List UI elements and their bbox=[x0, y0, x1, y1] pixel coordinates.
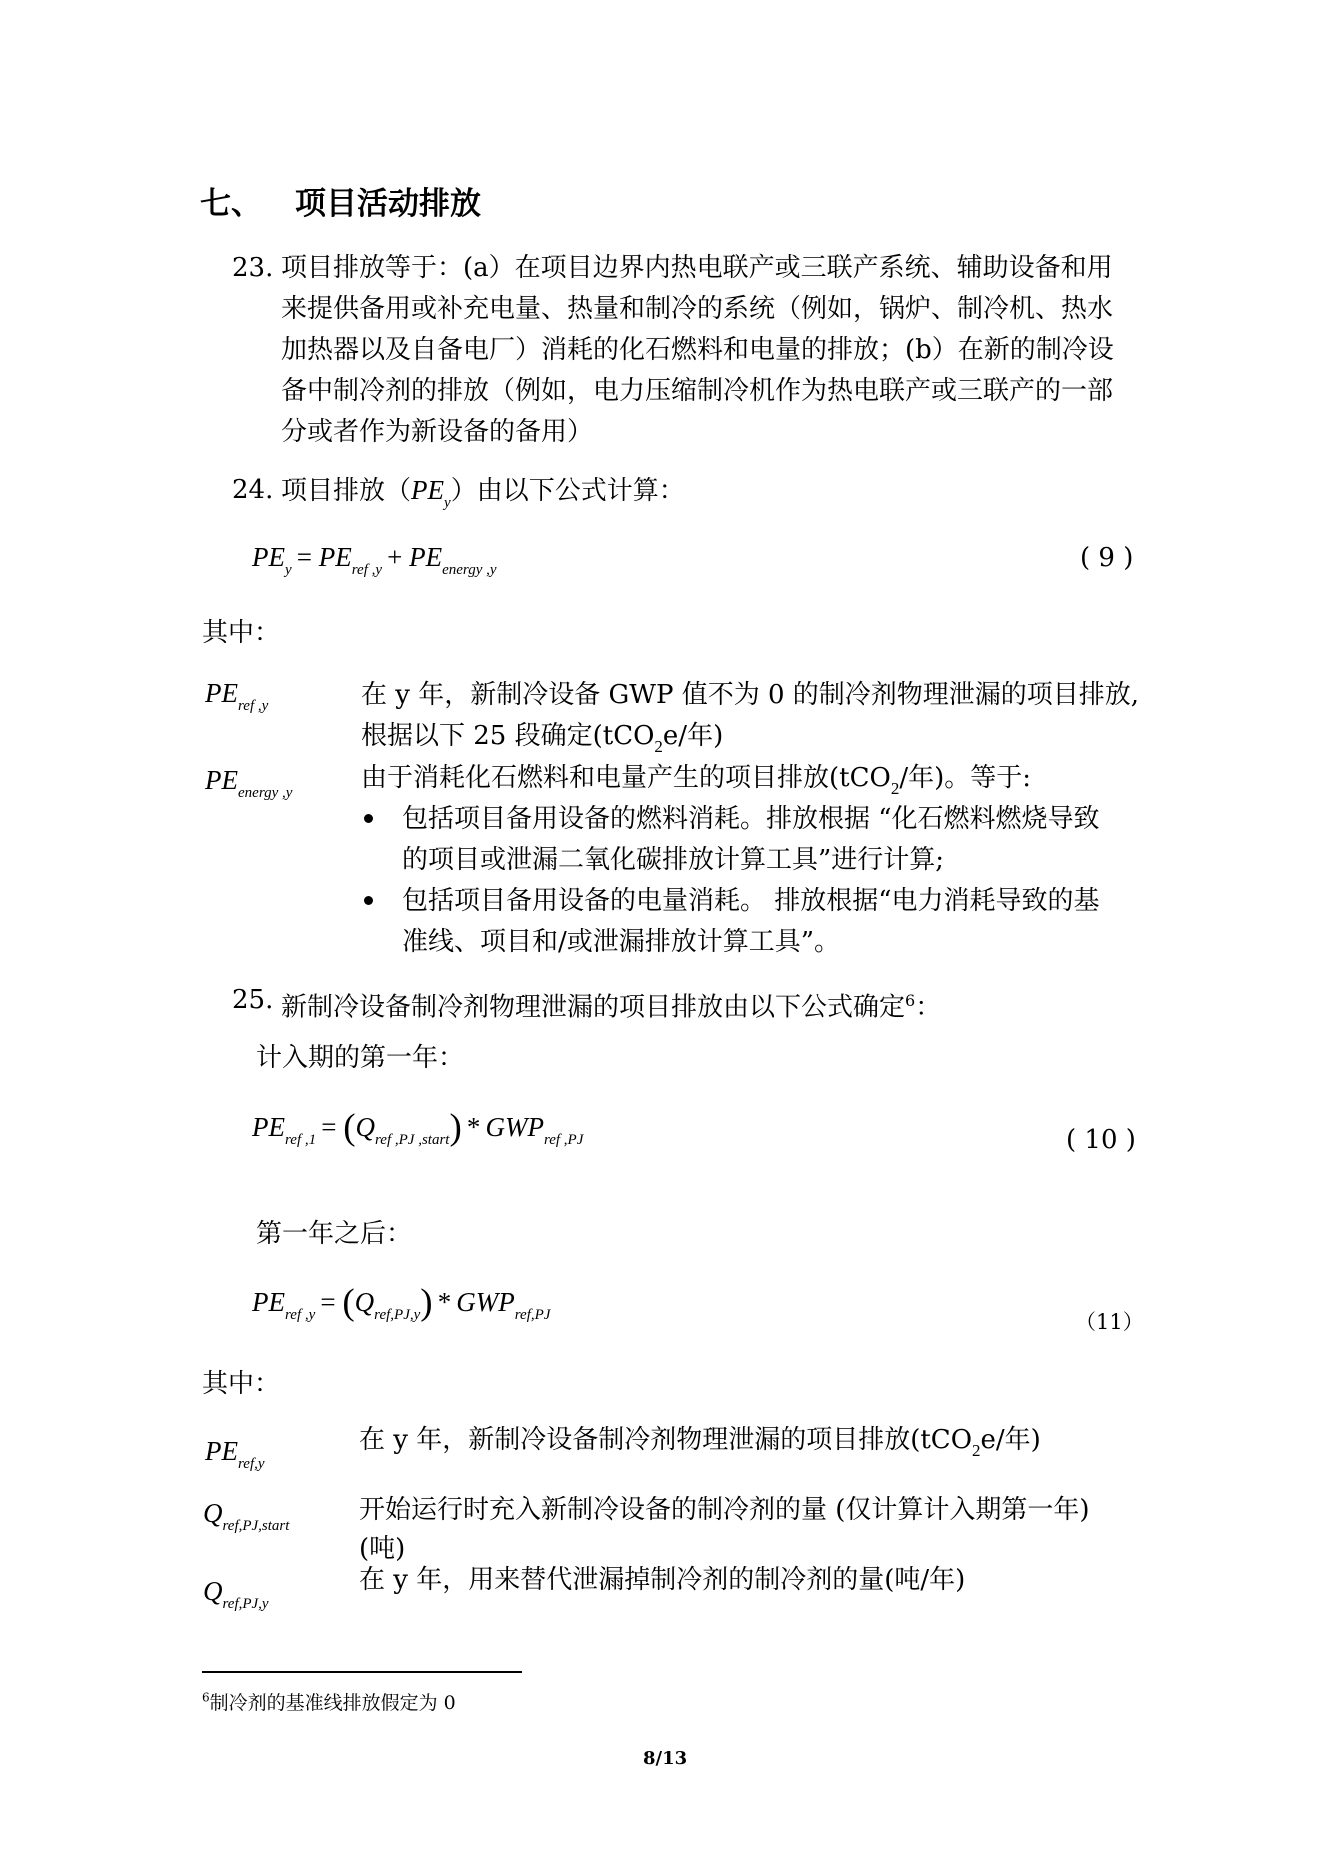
after-first-year-label: 第一年之后： bbox=[256, 1219, 413, 1249]
footnote-ref-6: 6 bbox=[905, 991, 916, 1010]
para-23-line-3: 加热器以及自备电厂）消耗的化石燃料和电量的排放；(b）在新的制冷设 bbox=[281, 335, 1114, 365]
para-24-number: 24. bbox=[232, 475, 274, 505]
para-24-symbol-sub: y bbox=[444, 495, 451, 511]
page-number: 8/13 bbox=[643, 1748, 688, 1769]
first-year-label: 计入期的第一年： bbox=[256, 1043, 465, 1073]
footnote-6-text: 制冷剂的基准线排放假定为 0 bbox=[209, 1692, 456, 1714]
where-label-1: 其中： bbox=[202, 618, 281, 648]
bullet-icon bbox=[364, 814, 373, 823]
equation-10: PEref ,1 = (Qref ,PJ ,start) * GWPref ,PJ bbox=[252, 1107, 584, 1148]
para-25-number: 25. bbox=[232, 985, 274, 1015]
footnote-6 bbox=[202, 1688, 456, 1715]
def-pe-energy-c: /年)。等于: bbox=[899, 763, 1031, 793]
def2-pe-ref-text bbox=[359, 1420, 1041, 1471]
def-symbol-pe-ref: PEref ,y bbox=[205, 678, 269, 714]
def-pe-energy-a: 由于消耗化石燃料和电量产生的项目排放(tCO bbox=[361, 763, 891, 793]
def2-pe-ref-a: 在 y 年，新制冷设备制冷剂物理泄漏的项目排放(tCO bbox=[359, 1425, 973, 1455]
equation-9: PEy = PEref ,y + PEenergy ,y bbox=[252, 542, 497, 578]
para-25-text bbox=[281, 980, 941, 1029]
para-24-post: ）由以下公式计算： bbox=[450, 476, 685, 506]
bullet-1-line-2: 的项目或泄漏二氧化碳排放计算工具”进行计算; bbox=[402, 845, 945, 875]
def2-pe-ref-c: e/年) bbox=[980, 1425, 1041, 1455]
def-symbol-pe-ref-y: PEref,y bbox=[205, 1436, 265, 1472]
def-pe-ref-unit-c: e/年) bbox=[662, 721, 724, 751]
para-25-colon: ： bbox=[915, 992, 942, 1023]
para-23-line-2: 来提供备用或补充电量、热量和制冷的系统（例如，锅炉、制冷机、热水 bbox=[281, 294, 1114, 324]
bullet-2-line-1: 包括项目备用设备的电量消耗。 排放根据“电力消耗导致的基 bbox=[402, 886, 1100, 916]
bullet-1-line-1: 包括项目备用设备的燃料消耗。排放根据 “化石燃料燃烧导致 bbox=[402, 804, 1100, 834]
def-pe-ref-line-1: 在 y 年，新制冷设备 GWP 值不为 0 的制冷剂物理泄漏的项目排放, bbox=[361, 680, 1140, 710]
def2-q-start-line-2: (吨) bbox=[359, 1534, 406, 1564]
def-pe-ref-unit-a: 根据以下 25 段确定(tCO bbox=[361, 721, 655, 751]
para-23-line-5: 分或者作为新设备的备用） bbox=[281, 417, 594, 447]
def2-pe-ref-sub: 2 bbox=[972, 1441, 981, 1460]
bullet-icon bbox=[364, 896, 373, 905]
equation-11-number: （11） bbox=[1075, 1310, 1144, 1334]
equation-9-number: ( 9 ) bbox=[1080, 543, 1134, 573]
bullet-2-line-2: 准线、项目和/或泄漏排放计算工具”。 bbox=[402, 927, 841, 957]
para-23-number: 23. bbox=[232, 253, 274, 283]
para-23-line-4: 备中制冷剂的排放（例如，电力压缩制冷机作为热电联产或三联产的一部 bbox=[281, 376, 1114, 406]
def-pe-energy-sub: 2 bbox=[890, 779, 900, 798]
para-23-line-1: 项目排放等于：(a）在项目边界内热电联产或三联产系统、辅助设备和用 bbox=[281, 253, 1113, 283]
para-24-pre: 项目排放（ bbox=[281, 476, 412, 506]
para-25-body: 新制冷设备制冷剂物理泄漏的项目排放由以下公式确定 bbox=[281, 992, 906, 1023]
def-symbol-q-start: Qref,PJ,start bbox=[203, 1498, 290, 1534]
para-24-text bbox=[281, 470, 685, 524]
def-pe-ref-unit-sub: 2 bbox=[654, 737, 663, 756]
section-title: 项目活动排放 bbox=[295, 186, 481, 222]
footnote-6-mark: 6 bbox=[202, 1690, 210, 1705]
equation-10-number: ( 10 ) bbox=[1066, 1125, 1136, 1155]
section-number: 七、 bbox=[200, 186, 262, 222]
def-symbol-q-y: Qref,PJ,y bbox=[203, 1576, 269, 1612]
para-24-symbol: PE bbox=[411, 475, 445, 505]
equation-11: PEref ,y = (Qref,PJ,y) * GWPref,PJ bbox=[252, 1282, 551, 1323]
footnote-divider bbox=[202, 1671, 522, 1673]
where-label-2: 其中： bbox=[202, 1369, 281, 1399]
def-symbol-pe-energy: PEenergy ,y bbox=[205, 765, 293, 801]
def2-q-start-line-1: 开始运行时充入新制冷设备的制冷剂的量 (仅计算计入期第一年) bbox=[359, 1495, 1090, 1525]
def2-q-y-line-1: 在 y 年，用来替代泄漏掉制冷剂的制冷剂的量(吨/年) bbox=[359, 1565, 966, 1595]
